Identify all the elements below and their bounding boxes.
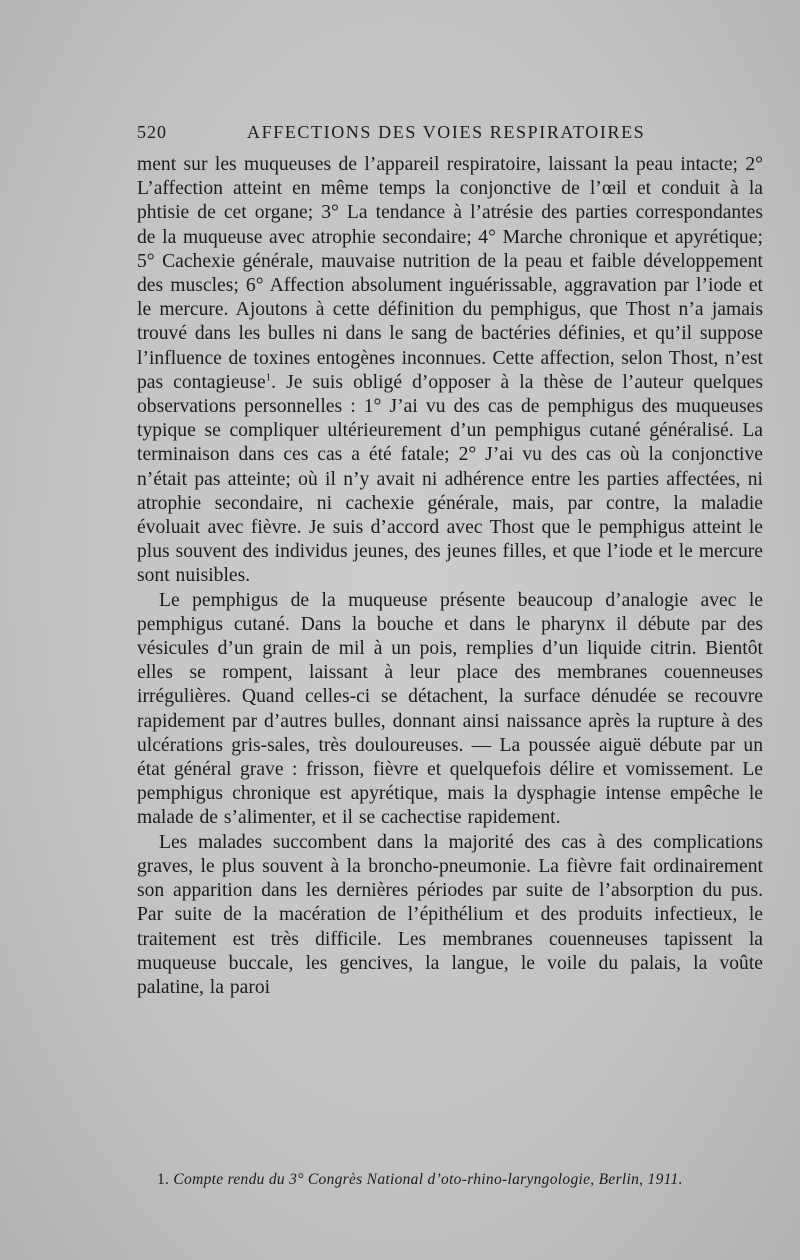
paragraph: Les malades succombent dans la majorité des cas à des complications graves, le plus souvent à la broncho-pneumonie. La fièvre fait ordinairement son apparition dans les dernières périodes par suite de l’absorption du pus. Par suite de la macération de l’épithélium et des produits infectieux, le traitement est très difficile. Les membranes couenneuses tapissent la muqueuse buccale, les gencives, la langue, le voile du palais, la voûte palatine, la paroi	[137, 831, 763, 998]
page-header	[137, 122, 765, 146]
footnote-reference: 1	[265, 371, 272, 384]
paragraph: Le pemphigus de la muqueuse présente beaucoup d’analogie avec le pemphigus cutané. Dans la bouche et dans le pharynx il débute par des vésicules d’un grain de mil à un pois, remplies d’un liquide citrin. Bientôt elles se rompent, laissant à leur place des membranes couenneuses irrégulières. Quand celles-ci se détachent, la surface dénudée se recouvre rapidement par d’autres bulles, donnant ainsi naissance après la rupture à des ulcérations gris-sales, très douloureuses. — La poussée aiguë débute par un état général grave : frisson, fièvre et quelquefois délire et vomissement. Le pemphigus chronique est apyrétique, mais la dysphagie intense empêche le malade de s’alimenter, et il se cachectise rapidement.	[137, 589, 763, 829]
page-number: 520	[137, 122, 167, 142]
paragraph-continuation	[137, 153, 763, 589]
footnote-text: Compte rendu du 3° Congrès National d’oto-rhino-laryngologie, Berlin, 1911.	[173, 1171, 683, 1188]
paragraph-text: ment sur les muqueuses de l’appareil respiratoire, laissant la peau intacte; 2° L’affection atteint en même temps la conjonctive de l’œil et conduit à la phtisie de cet organe; 3° La tendance à l’atrésie des parties correspondantes de la muqueuse avec atrophie secondaire; 4° Marche chronique et apyrétique; 5° Cachexie générale, mauvaise nutrition de la peau et faible développement des muscles; 6° Affection absolument inguérissable, aggravation par l’iode et le mercure. Ajoutons à cette définition du pemphigus, que Thost n’a jamais trouvé dans les bulles ni dans le sang de bactéries définies, et qu’il suppose l’influence de toxines entogènes inconnues. Cette affection, selon Thost, n’est pas contagieuse	[137, 154, 763, 393]
footnote	[157, 1171, 763, 1189]
running-head: AFFECTIONS DES VOIES RESPIRATOIRES	[247, 122, 646, 142]
footnote-number: 1.	[157, 1171, 170, 1188]
paragraph-text: . Je suis obligé d’opposer à la thèse de l’auteur quelques observations personnelles : 1° J’ai vu des cas de pemphigus des muqueuses typique se compliquer ultérieurement d’un pemphigus cutané généralisé. La terminaison dans ces cas a été fatale; 2° J’ai vu des cas où la conjonctive n’était pas atteinte; où il n’y avait ni adhérence entre les parties affectées, ni atrophie secondaire, ni cachexie générale, mais, par contre, la maladie évoluait avec fièvre. Je suis d’accord avec Thost que le pemphigus atteint le plus souvent des individus jeunes, des jeunes filles, et que l’iode et le mercure sont nuisibles.	[137, 371, 763, 587]
body-text	[137, 153, 763, 1000]
